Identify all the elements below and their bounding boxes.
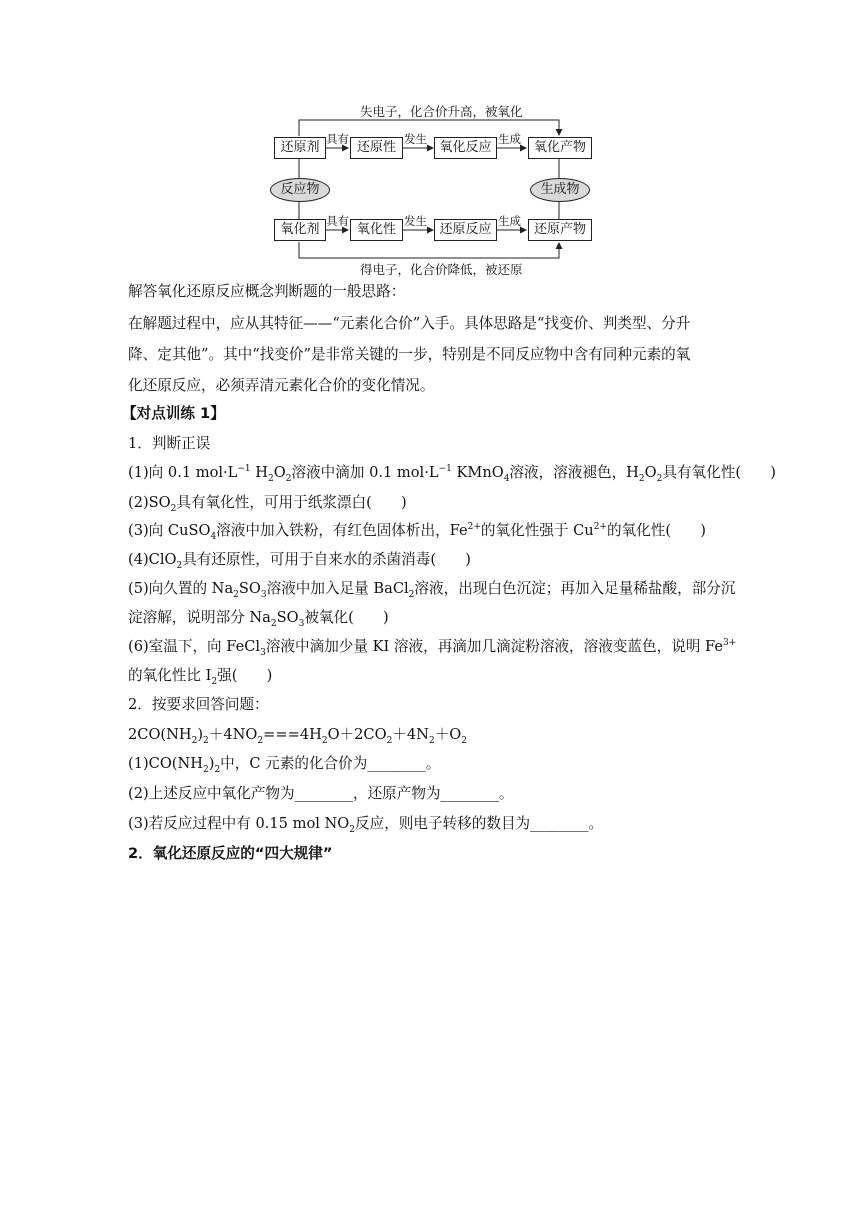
q1-item-1: (1)向 0.1 $mol\cdot L^{-1}$ $H_2O_2$溶液中滴加 0.1 $mol\cdot L^{-1}$ KMnO$_4$溶液，溶液褪色，$H_2O_2$具有氧化性( ) [128, 464, 776, 484]
q1-item-4: (4)ClO$_2$具有还原性，可用于自来水的杀菌消毒( ) [128, 551, 471, 571]
q2-item-3: (3)若反应过程中有 0.15 mol $NO_2$反应，则电子转移的数目为________。 [128, 815, 604, 835]
bottom-box-1: 氧化剂 [274, 219, 326, 241]
bottom-box-3: 还原反应 [434, 219, 497, 241]
paragraph-line-2: 降、定其他”。其中“找变价”是非常关键的一步，特别是不同反应物中含有同种元素的氧 [128, 346, 691, 363]
q1-item-5-line-1: (5)向久置的 $Na_2SO_3$溶液中加入足量 BaCl$_2$溶液，出现白色沉淀；再加入足量稀盐酸，部分沉 [128, 580, 736, 600]
question-1-title: 1．判断正误 [128, 435, 211, 452]
q1-item-2: $(2)SO_2$具有氧化性，可用于纸浆漂白( ) [128, 494, 407, 514]
bottom-arrow-label-2: 发生 [404, 214, 427, 228]
q1-item-5-line-2: 淀溶解，说明部分 $Na_2SO_3$被氧化( ) [128, 609, 389, 629]
product-ellipse: 生成物 [530, 178, 590, 202]
reaction-equation: $2CO(NH_2)_2+4NO_2===4H_2O+2CO_2+4N_2+O_2$ [128, 726, 467, 746]
top-label: 失电子，化合价升高，被氧化 [360, 104, 523, 119]
q2-item-2: (2)上述反应中氧化产物为________，还原产物为________。 [128, 785, 514, 802]
top-arrow-label-3: 生成 [498, 132, 521, 146]
redox-concept-diagram [268, 100, 598, 278]
q2-item-1: $(1)CO(NH_2)_2$中，C 元素的化合价为________。 [128, 755, 441, 775]
bottom-arrow-label-1: 具有 [326, 214, 349, 228]
question-2-title: 2．按要求回答问题： [128, 696, 269, 713]
top-arrow-label-1: 具有 [326, 132, 349, 146]
bottom-box-2: 氧化性 [350, 219, 403, 241]
top-box-2: 还原性 [350, 137, 403, 159]
top-box-3: 氧化反应 [434, 137, 497, 159]
intro-line: 解答氧化还原反应概念判断题的一般思路： [128, 283, 406, 300]
paragraph-line-1: 在解题过程中，应从其特征——“元素化合价”入手。具体思路是“找变价、判类型、分升 [128, 315, 691, 332]
bottom-box-4: 还原产物 [528, 219, 592, 241]
bottom-label: 得电子，化合价降低，被还原 [360, 262, 523, 277]
section-heading-four-rules: 2．氧化还原反应的“四大规律” [128, 845, 333, 862]
top-box-4: 氧化产物 [528, 137, 592, 159]
section-title: 【对点训练 1】 [122, 405, 225, 422]
q1-item-3: (3)向 CuSO$_4$溶液中加入铁粉，有红色固体析出，$Fe^{2+}$的氧化性强于 $Cu^{2+}$的氧化性( ) [128, 522, 706, 542]
top-box-1: 还原剂 [274, 137, 326, 159]
top-arrow-label-2: 发生 [404, 132, 427, 146]
reactant-ellipse: 反应物 [270, 178, 330, 202]
q1-item-6-line-2: 的氧化性比 $I_2$强( ) [128, 667, 273, 687]
q1-item-6-line-1: (6)室温下，向 FeCl$_3$溶液中滴加少量 KI 溶液，再滴加几滴淀粉溶液，溶液变蓝色，说明 $Fe^{3+}$ [128, 638, 737, 658]
bottom-arrow-label-3: 生成 [498, 214, 521, 228]
paragraph-line-3: 化还原反应，必须弄清元素化合价的变化情况。 [128, 377, 435, 394]
